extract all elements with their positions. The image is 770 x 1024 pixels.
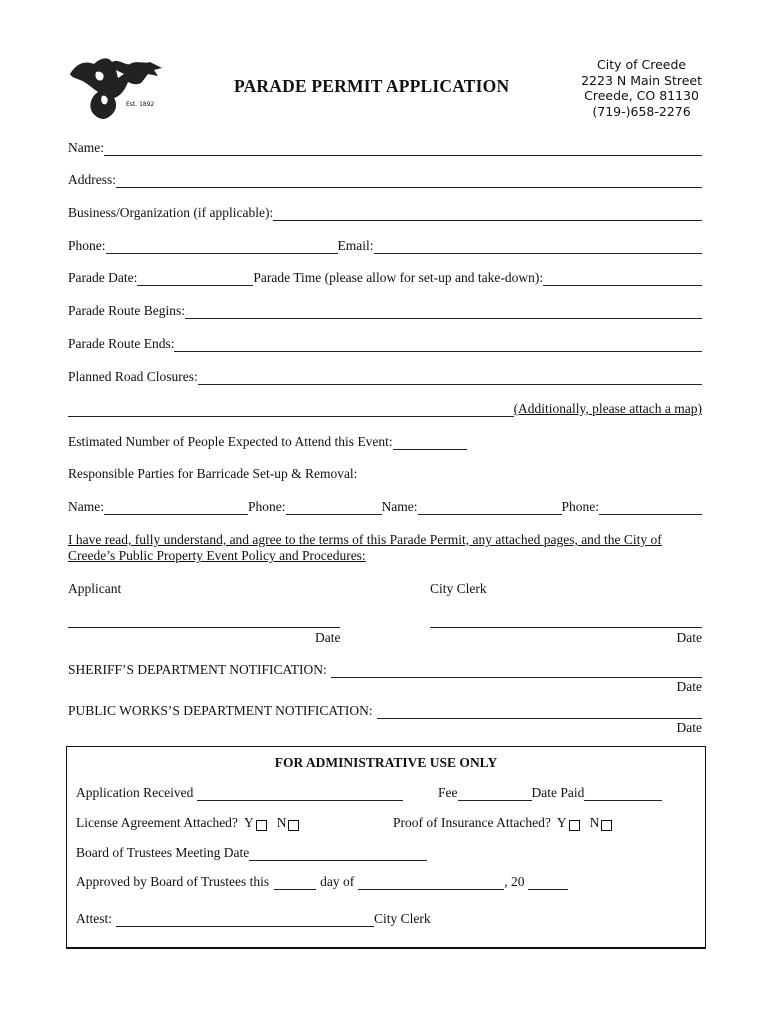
estimated-people-field[interactable]	[393, 437, 467, 450]
license-agreement-row	[76, 815, 303, 831]
address-line-4: (719-)658-2276	[592, 103, 691, 119]
parade-time-label: Parade Time (please allow for set-up and take-down):	[253, 270, 544, 285]
name-label: Name:	[68, 140, 104, 155]
attest-city-clerk-label: City Clerk	[374, 911, 431, 926]
attach-map-note: (Additionally, please attach a map)	[513, 401, 702, 416]
city-clerk-label: City Clerk	[430, 581, 487, 596]
phone-email-row	[68, 238, 702, 254]
road-closures-field-2[interactable]	[68, 404, 514, 417]
rp-name-2-field[interactable]	[418, 502, 562, 515]
sheriff-date-label: Date	[676, 679, 702, 694]
date-paid-label: Date Paid	[531, 785, 585, 800]
day-of-label: day of	[320, 874, 355, 889]
address-field[interactable]	[116, 175, 702, 188]
name-row	[68, 140, 702, 156]
insurance-yes-checkbox[interactable]	[569, 820, 580, 831]
approved-month-field[interactable]	[358, 877, 504, 890]
email-label: Email:	[337, 238, 374, 253]
responsible-parties-label: Responsible Parties for Barricade Set-up & Removal:	[68, 466, 358, 481]
parade-date-field[interactable]	[137, 273, 253, 286]
attest-field[interactable]	[116, 914, 374, 927]
public-works-notification-field[interactable]	[377, 706, 702, 719]
parade-date-label: Parade Date:	[68, 270, 138, 285]
approved-by-label: Approved by Board of Trustees this	[76, 874, 270, 889]
phone-field[interactable]	[106, 241, 338, 254]
business-label: Business/Organization (if applicable):	[68, 205, 274, 220]
address-line-2: 2223 N Main Street	[581, 72, 702, 88]
rp-name-1-label: Name:	[68, 499, 104, 514]
business-field[interactable]	[273, 208, 702, 221]
logo-est-text: Est. 1892	[126, 101, 155, 108]
rp-phone-1-label: Phone:	[248, 499, 286, 514]
board-meeting-field[interactable]	[249, 848, 427, 861]
fee-field[interactable]	[458, 788, 532, 801]
insurance-yes-label: Y	[556, 815, 567, 830]
application-received-field[interactable]	[197, 788, 403, 801]
proof-insurance-label: Proof of Insurance Attached?	[393, 815, 551, 830]
applicant-date-label: Date	[315, 630, 341, 645]
address-label: Address:	[68, 172, 116, 187]
fee-label: Fee	[438, 785, 458, 800]
license-no-label: N	[276, 815, 287, 830]
applicant-signature-line[interactable]	[68, 615, 340, 628]
application-received-row	[76, 785, 403, 801]
road-closures-field[interactable]	[198, 372, 702, 385]
rp-name-2-label: Name:	[381, 499, 418, 514]
responsible-parties-row	[68, 499, 702, 515]
estimated-people-row	[68, 434, 467, 450]
address-line-1: City of Creede	[597, 57, 687, 72]
city-clerk-date-label: Date	[676, 630, 702, 645]
agreement-line-2: Creede’s Public Property Event Policy and Procedures:	[68, 548, 366, 563]
route-ends-label: Parade Route Ends:	[68, 336, 175, 351]
address-line-3: Creede, CO 81130	[584, 88, 699, 103]
attest-row	[76, 911, 431, 927]
insurance-no-checkbox[interactable]	[601, 820, 612, 831]
public-works-date-label: Date	[676, 720, 702, 735]
year-prefix-label: , 20	[504, 874, 525, 889]
city-address	[581, 57, 702, 119]
public-works-notification-label: PUBLIC WORKS’S DEPARTMENT NOTIFICATION:	[68, 703, 373, 718]
insurance-no-label: N	[589, 815, 600, 830]
board-meeting-label: Board of Trustees Meeting Date	[76, 845, 250, 860]
agreement-line-1: I have read, fully understand, and agree to the terms of this Parade Permit, any attached pages, and the City of	[68, 532, 662, 547]
application-received-label: Application Received	[76, 785, 194, 800]
city-clerk-signature-line[interactable]	[430, 615, 702, 628]
route-begins-row	[68, 303, 702, 319]
sheriff-notification-row	[68, 662, 702, 678]
license-no-checkbox[interactable]	[288, 820, 299, 831]
rp-phone-2-field[interactable]	[599, 502, 702, 515]
date-paid-field[interactable]	[584, 788, 662, 801]
approved-day-field[interactable]	[274, 877, 316, 890]
approved-year-field[interactable]	[528, 877, 568, 890]
road-closures-row	[68, 369, 702, 385]
license-yes-label: Y	[243, 815, 254, 830]
route-begins-field[interactable]	[185, 306, 702, 319]
attest-label: Attest:	[76, 911, 112, 926]
name-field[interactable]	[104, 143, 702, 156]
proof-insurance-row	[393, 815, 616, 831]
address-row	[68, 172, 702, 188]
license-agreement-label: License Agreement Attached?	[76, 815, 238, 830]
board-meeting-row	[76, 845, 427, 861]
public-works-notification-row	[68, 703, 702, 719]
rp-phone-1-field[interactable]	[286, 502, 382, 515]
sheriff-notification-field[interactable]	[331, 665, 702, 678]
city-logo	[66, 52, 166, 126]
admin-title: FOR ADMINISTRATIVE USE ONLY	[274, 755, 498, 770]
route-begins-label: Parade Route Begins:	[68, 303, 185, 318]
route-ends-row	[68, 336, 702, 352]
road-closures-continued-row	[68, 401, 702, 417]
business-row	[68, 205, 702, 221]
sheriff-notification-label: SHERIFF’S DEPARTMENT NOTIFICATION:	[68, 662, 327, 677]
admin-use-box	[66, 746, 706, 948]
parade-date-time-row	[68, 270, 702, 286]
estimated-people-label: Estimated Number of People Expected to Attend this Event:	[68, 434, 393, 449]
phone-label: Phone:	[68, 238, 106, 253]
rp-name-1-field[interactable]	[104, 502, 248, 515]
form-title: PARADE PERMIT APPLICATION	[234, 76, 510, 96]
route-ends-field[interactable]	[174, 339, 702, 352]
email-field[interactable]	[374, 241, 702, 254]
rp-phone-2-label: Phone:	[561, 499, 600, 514]
approved-row	[76, 874, 568, 890]
parade-time-field[interactable]	[543, 273, 702, 286]
applicant-label: Applicant	[68, 581, 122, 596]
fee-row	[438, 785, 662, 801]
road-closures-label: Planned Road Closures:	[68, 369, 198, 384]
license-yes-checkbox[interactable]	[256, 820, 267, 831]
